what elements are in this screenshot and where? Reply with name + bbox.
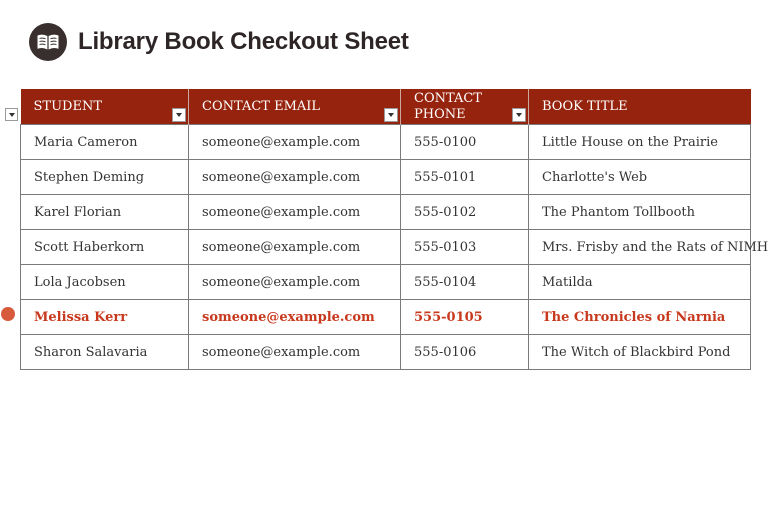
- book-title-cell[interactable]: Mrs. Frisby and the Rats of NIMH: [529, 230, 751, 265]
- student-cell[interactable]: Karel Florian: [21, 195, 189, 230]
- book-title-cell[interactable]: Matilda: [529, 265, 751, 300]
- table-row: [21, 335, 751, 370]
- email-cell[interactable]: someone@example.com: [189, 195, 401, 230]
- email-filter-button[interactable]: [384, 108, 398, 122]
- book-title-cell[interactable]: The Witch of Blackbird Pond: [529, 335, 751, 370]
- table-row: [21, 265, 751, 300]
- table-row: [21, 160, 751, 195]
- header-row: [21, 89, 751, 125]
- email-cell[interactable]: someone@example.com: [189, 335, 401, 370]
- student-cell[interactable]: Stephen Deming: [21, 160, 189, 195]
- column-header-label: BOOK TITLE: [542, 98, 628, 114]
- column-header-label: CONTACT PHONE: [414, 90, 482, 122]
- row-filter-button[interactable]: [5, 108, 18, 121]
- table-row: [21, 230, 751, 265]
- student-cell[interactable]: Scott Haberkorn: [21, 230, 189, 265]
- column-header-phone: [401, 89, 529, 125]
- phone-cell[interactable]: 555-0103: [401, 230, 529, 265]
- phone-cell[interactable]: 555-0102: [401, 195, 529, 230]
- record-marker-dot: [1, 307, 15, 321]
- dropdown-arrow-icon: [388, 113, 394, 117]
- student-cell[interactable]: Melissa Kerr: [21, 300, 189, 335]
- table-row-highlighted: [21, 300, 751, 335]
- open-book-icon: [29, 23, 67, 61]
- email-cell[interactable]: someone@example.com: [189, 265, 401, 300]
- email-cell[interactable]: someone@example.com: [189, 230, 401, 265]
- email-cell[interactable]: someone@example.com: [189, 160, 401, 195]
- column-header-book-title: [529, 89, 751, 125]
- phone-cell[interactable]: 555-0104: [401, 265, 529, 300]
- phone-cell[interactable]: 555-0105: [401, 300, 529, 335]
- phone-filter-button[interactable]: [512, 108, 526, 122]
- book-title-cell[interactable]: Charlotte's Web: [529, 160, 751, 195]
- student-cell[interactable]: Sharon Salavaria: [21, 335, 189, 370]
- dropdown-arrow-icon: [9, 113, 15, 117]
- student-filter-button[interactable]: [172, 108, 186, 122]
- sheet-title: Library Book Checkout Sheet: [78, 28, 409, 55]
- phone-cell[interactable]: 555-0106: [401, 335, 529, 370]
- book-title-cell[interactable]: Little House on the Prairie: [529, 125, 751, 160]
- book-title-cell[interactable]: The Phantom Tollbooth: [529, 195, 751, 230]
- dropdown-arrow-icon: [176, 113, 182, 117]
- column-header-label: CONTACT EMAIL: [202, 98, 321, 114]
- student-cell[interactable]: Maria Cameron: [21, 125, 189, 160]
- dropdown-arrow-icon: [516, 113, 522, 117]
- checkout-table-container: [20, 89, 768, 370]
- phone-cell[interactable]: 555-0100: [401, 125, 529, 160]
- phone-cell[interactable]: 555-0101: [401, 160, 529, 195]
- email-cell[interactable]: someone@example.com: [189, 125, 401, 160]
- checkout-table: [20, 89, 768, 370]
- table-row: [21, 195, 751, 230]
- title-bar: [29, 22, 409, 62]
- table-row: [21, 125, 751, 160]
- student-cell[interactable]: Lola Jacobsen: [21, 265, 189, 300]
- column-header-email: [189, 89, 401, 125]
- email-cell[interactable]: someone@example.com: [189, 300, 401, 335]
- column-header-label: STUDENT: [33, 98, 102, 114]
- book-title-cell[interactable]: The Chronicles of Narnia: [529, 300, 751, 335]
- column-header-student: [21, 89, 189, 125]
